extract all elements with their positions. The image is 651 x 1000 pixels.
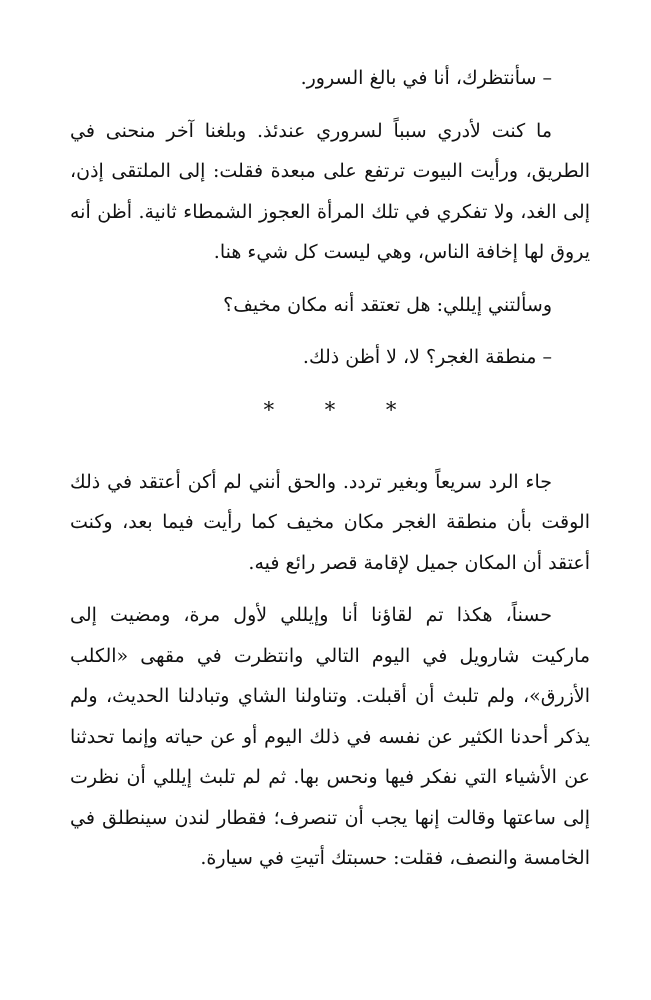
paragraph: حسناً، هكذا تم لقاؤنا أنا وإيللي لأول مرة، ومضيت إلى ماركيت شارويل في اليوم التالي وانتظرت في مقهى «الكلب الأزرق»، ولم تلبث أن أقبلت. وتناولنا الشاي وتبادلنا الحديث، ولم يذكر أحدنا الكثير عن نفسه في ذلك اليوم أو عن حياته وإنما تحدثنا عن الأشياء التي نفكر فيها ونحس بها. ثم لم تلبث إيللي أن نظرت إلى ساعتها وقالت إنها يجب أن تنصرف؛ فقطار لندن سينطلق في الخامسة والنصف، فقلت: حسبتك أتيتِ في سيارة. [70, 604, 590, 869]
dialogue-line: – منطقة الغجر؟ لا، لا أظن ذلك. [302, 346, 552, 368]
spacer [70, 325, 590, 337]
spacer [70, 99, 590, 111]
book-page [70, 58, 590, 879]
dialogue-line: – سأنتظرك، أنا في بالغ السرور. [300, 67, 552, 89]
spacer [70, 378, 590, 390]
section-separator: * * * [263, 397, 419, 422]
spacer [70, 430, 590, 462]
paragraph: جاء الرد سريعاً وبغير تردد. والحق أنني لم أكن أعتقد في ذلك الوقت بأن منطقة الغجر مكان مخيف كما رأيت فيما بعد، وكنت أعتقد أن المكان جميل لإقامة قصر رائع فيه. [70, 470, 590, 574]
spacer [70, 273, 590, 285]
spacer [70, 583, 590, 595]
dialogue-line: وسألتني إيللي: هل تعتقد أنه مكان مخيف؟ [223, 293, 552, 316]
paragraph: ما كنت لأدري سبباً لسروري عندئذ. وبلغنا آخر منحنى في الطريق، ورأيت البيوت ترتفع على مبعدة فقلت: إلى الملتقى إذن، إلى الغد، ولا تفكري في تلك المرأة العجوز الشمطاء ثانية. أظن أنه يروق لها إخافة الناس، وهي ليست كل شيء هنا. [70, 119, 590, 263]
